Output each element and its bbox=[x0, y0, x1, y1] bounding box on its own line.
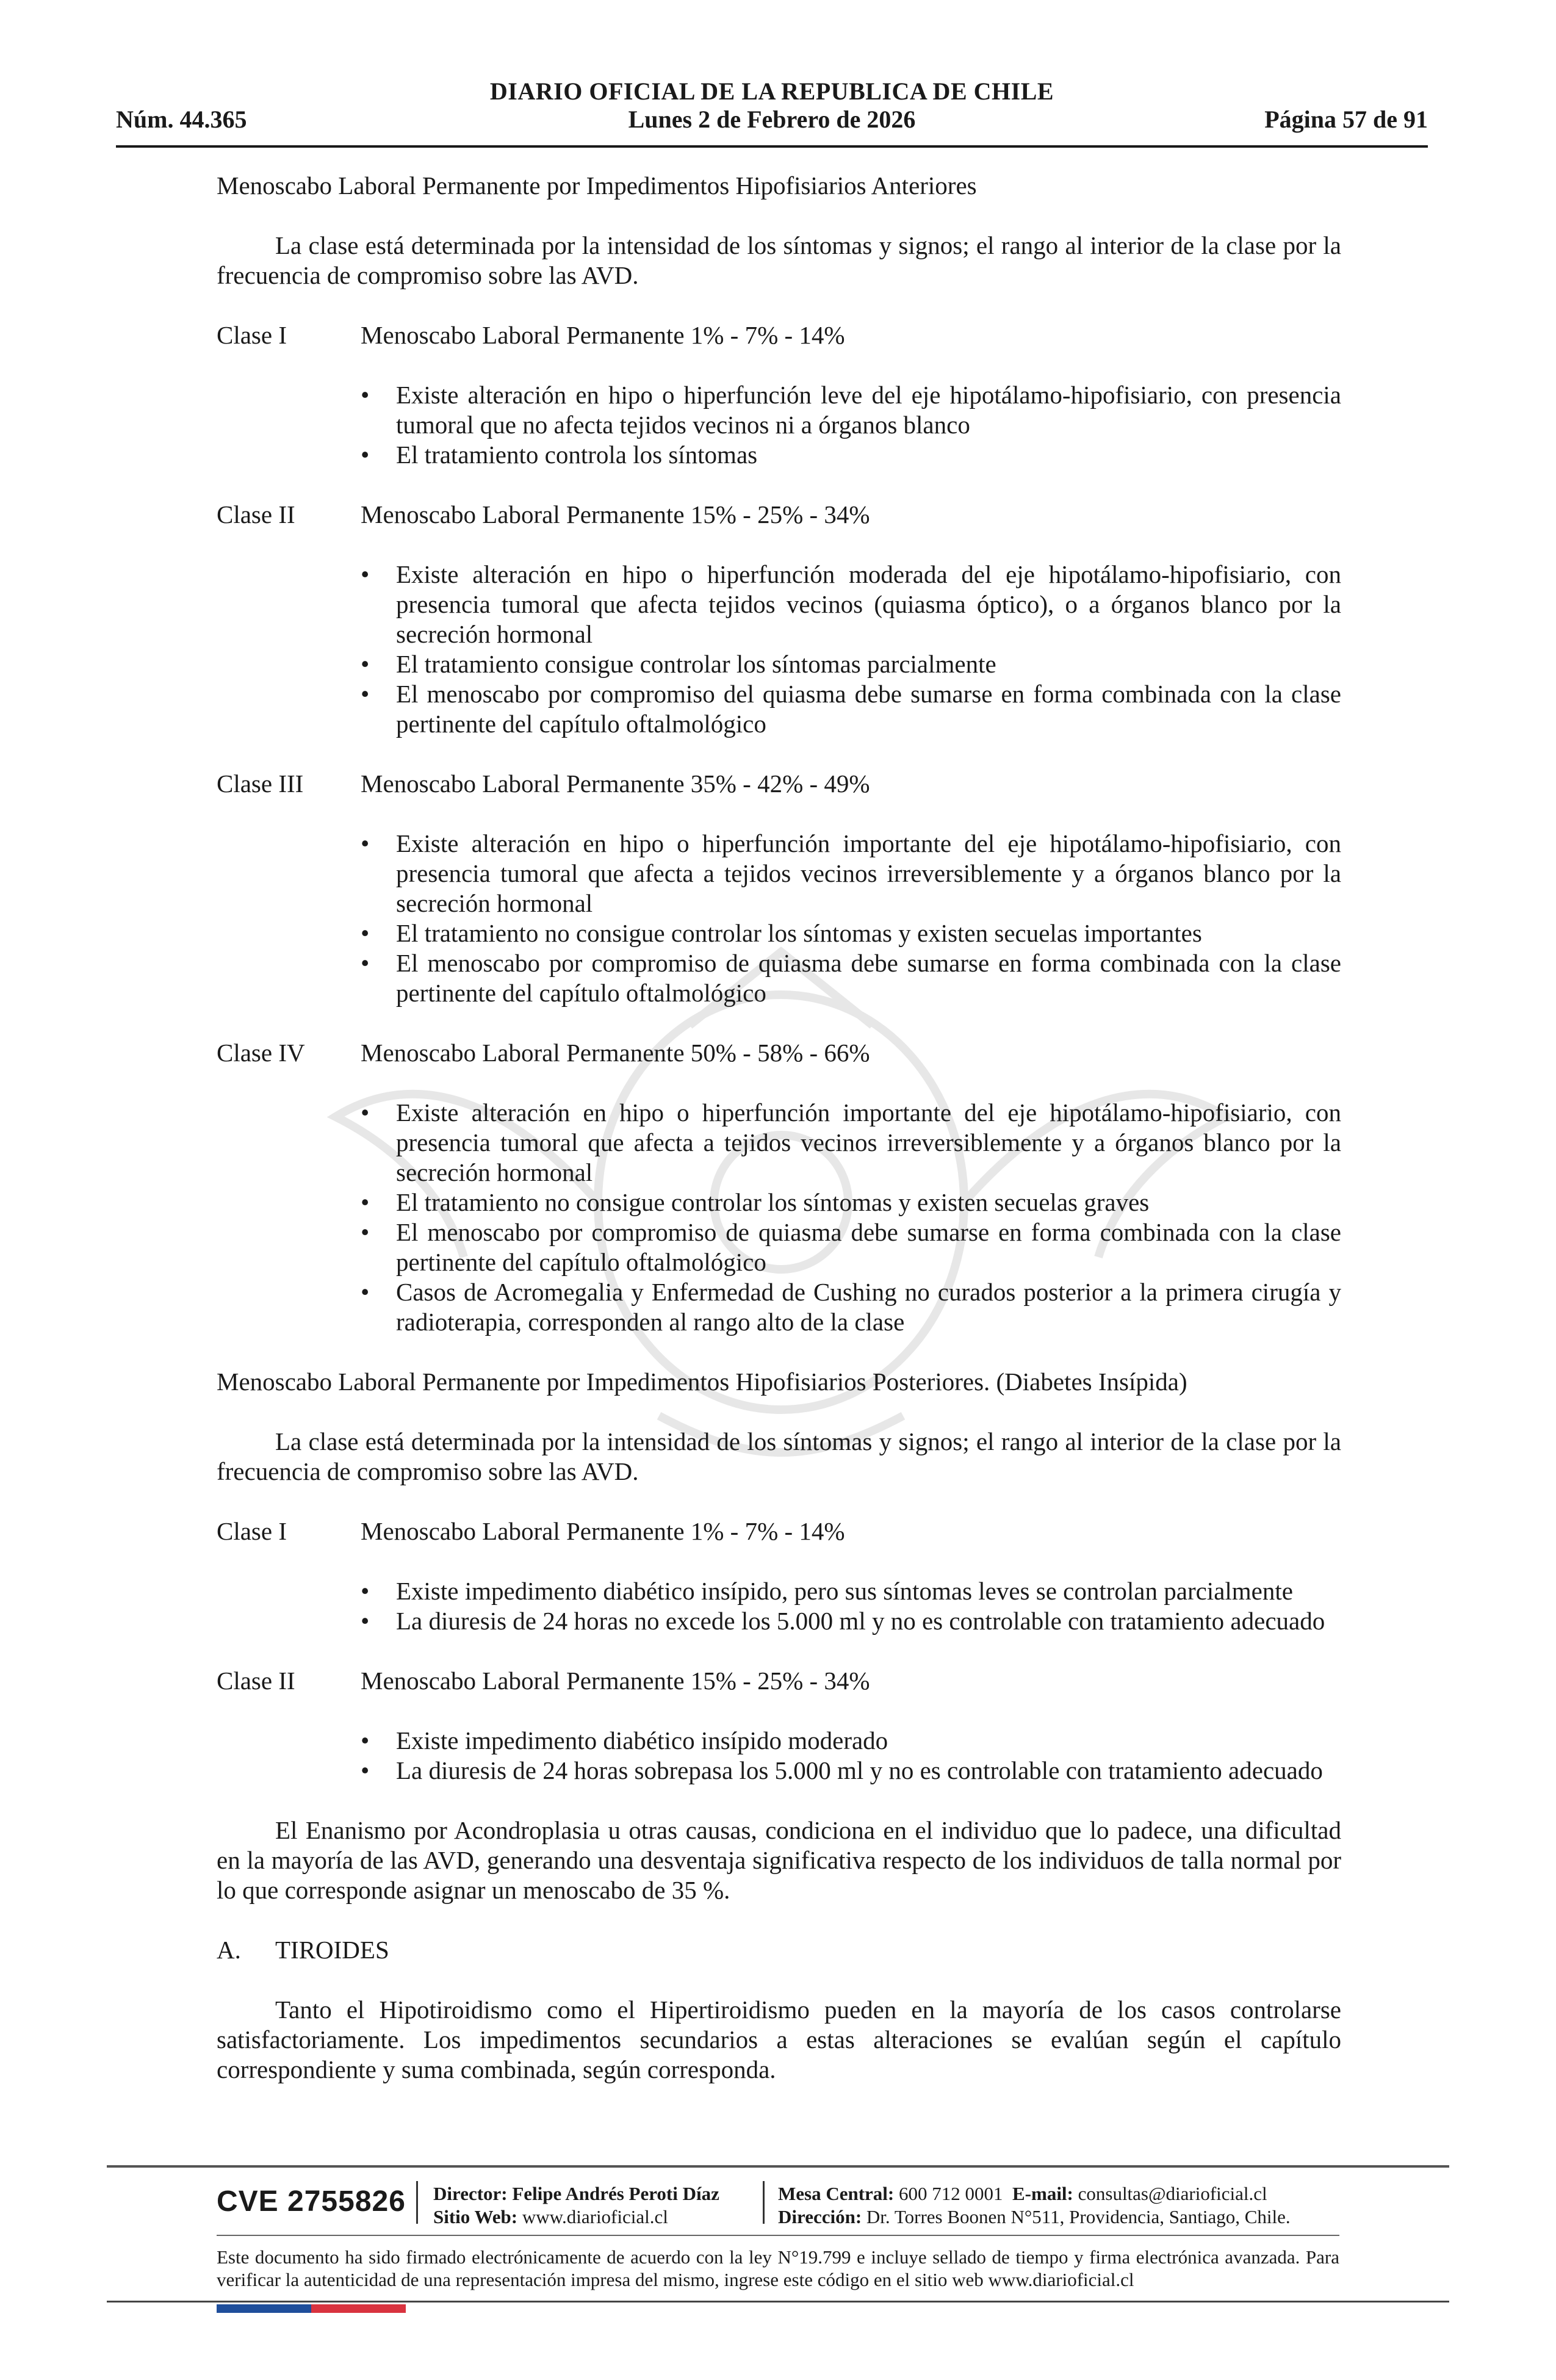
class-range: Menoscabo Laboral Permanente 15% - 25% - 34% bbox=[361, 500, 870, 528]
footer-divider-top bbox=[107, 2165, 1449, 2168]
criteria-list bbox=[361, 829, 1341, 1008]
class-range: Menoscabo Laboral Permanente 1% - 7% - 14% bbox=[361, 321, 845, 349]
criteria-list bbox=[361, 560, 1341, 739]
email-label: E-mail: bbox=[1012, 2183, 1073, 2204]
class-heading bbox=[217, 769, 1341, 799]
section-intro-anteriores: La clase está determinada por la intensidad de los síntomas y signos; el rango al interior de la clase por la frecuencia de compromiso sobre las AVD. bbox=[217, 231, 1341, 289]
criteria-item: • El tratamiento controla los síntomas bbox=[361, 440, 1341, 470]
section-title-anteriores: Menoscabo Laboral Permanente por Impedimentos Hipofisiarios Anteriores bbox=[217, 171, 977, 200]
class-range: Menoscabo Laboral Permanente 15% - 25% - 34% bbox=[361, 1667, 870, 1695]
document-body bbox=[217, 171, 1341, 2085]
phone-number: 600 712 0001 bbox=[899, 2183, 1003, 2204]
footer-divider-middle bbox=[217, 2235, 1339, 2236]
section-title-tiroides: TIROIDES bbox=[275, 1936, 389, 1964]
flag-stripe-red bbox=[311, 2304, 406, 2313]
criteria-item: • El menoscabo por compromiso del quiasma debe sumarse en forma combinada con la clase pertinente del capítulo oftalmológico bbox=[361, 679, 1341, 739]
class-label: Clase II bbox=[217, 500, 295, 528]
flag-stripe-blue bbox=[217, 2304, 311, 2313]
phone-label: Mesa Central: bbox=[778, 2183, 895, 2204]
class-label: Clase III bbox=[217, 770, 304, 798]
issue-number: Núm. 44.365 bbox=[116, 106, 247, 133]
section-heading-tiroides bbox=[217, 1935, 1341, 1965]
page-header bbox=[116, 72, 1428, 148]
class-heading bbox=[217, 320, 1341, 350]
email-link[interactable]: consultas@diarioficial.cl bbox=[1078, 2183, 1267, 2204]
class-range: Menoscabo Laboral Permanente 50% - 58% - 66% bbox=[361, 1039, 870, 1067]
class-heading bbox=[217, 500, 1341, 530]
criteria-item: • Existe impedimento diabético insípido moderado bbox=[361, 1726, 1341, 1756]
class-list-posteriores bbox=[217, 1516, 1341, 1816]
tiroides-paragraph: Tanto el Hipotiroidismo como el Hipertiroidismo pueden en la mayoría de los casos controlarse satisfactoriamente. Los impedimentos secundarios a estas alteraciones se evalúan según el capítulo correspondiente y suma combinada, según corresponda. bbox=[217, 1996, 1341, 2083]
class-heading bbox=[217, 1516, 1341, 1546]
criteria-item: • Existe impedimento diabético insípido, pero sus síntomas leves se controlan parcialmente bbox=[361, 1576, 1341, 1606]
criteria-list bbox=[361, 1726, 1341, 1786]
director-label: Director: bbox=[433, 2183, 508, 2204]
address-value: Dr. Torres Boonen N°511, Providencia, Santiago, Chile. bbox=[866, 2206, 1291, 2227]
criteria-item: • Existe alteración en hipo o hiperfunción importante del eje hipotálamo-hipofisiario, con presencia tumoral que afecta a tejidos vecinos irreversiblemente y a órganos blanco por la secreción hormonal bbox=[361, 829, 1341, 918]
footer-separator bbox=[763, 2181, 765, 2224]
director-name: Felipe Andrés Peroti Díaz bbox=[512, 2183, 719, 2204]
footer-separator bbox=[416, 2181, 418, 2224]
section-intro-posteriores: La clase está determinada por la intensidad de los síntomas y signos; el rango al interior de la clase por la frecuencia de compromiso sobre las AVD. bbox=[217, 1427, 1341, 1485]
footer-divider-bottom bbox=[107, 2301, 1449, 2302]
class-label: Clase I bbox=[217, 321, 287, 349]
class-heading bbox=[217, 1038, 1341, 1068]
publication-title: DIARIO OFICIAL DE LA REPUBLICA DE CHILE bbox=[489, 78, 1054, 105]
section-letter: A. bbox=[217, 1936, 241, 1964]
class-range: Menoscabo Laboral Permanente 35% - 42% - 49% bbox=[361, 770, 870, 798]
criteria-item: • Existe alteración en hipo o hiperfunción importante del eje hipotálamo-hipofisiario, con presencia tumoral que afecta a tejidos vecinos irreversiblemente y a órganos blanco por la secreción hormonal bbox=[361, 1098, 1341, 1188]
criteria-item: • La diuresis de 24 horas no excede los 5.000 ml y no es controlable con tratamiento adecuado bbox=[361, 1606, 1341, 1636]
criteria-list bbox=[361, 1098, 1341, 1337]
criteria-item: • El tratamiento no consigue controlar los síntomas y existen secuelas graves bbox=[361, 1188, 1341, 1217]
criteria-item: • El menoscabo por compromiso de quiasma debe sumarse en forma combinada con la clase pertinente del capítulo oftalmológico bbox=[361, 1217, 1341, 1277]
criteria-list bbox=[361, 1576, 1341, 1636]
class-list-anteriores bbox=[217, 320, 1341, 1367]
criteria-item: • El menoscabo por compromiso de quiasma debe sumarse en forma combinada con la clase pertinente del capítulo oftalmológico bbox=[361, 948, 1341, 1008]
criteria-list bbox=[361, 380, 1341, 470]
criteria-item: • Existe alteración en hipo o hiperfunción leve del eje hipotálamo-hipofisiario, con presencia tumoral que no afecta tejidos vecinos ni a órganos blanco bbox=[361, 380, 1341, 440]
enanismo-paragraph: El Enanismo por Acondroplasia u otras causas, condiciona en el individuo que lo padece, una dificultad en la mayoría de las AVD, generando una desventaja significativa respecto de los individuos de talla normal por lo que corresponde asignar un menoscabo de 35 %. bbox=[217, 1816, 1341, 1904]
class-label: Clase I bbox=[217, 1517, 287, 1545]
criteria-item: • El tratamiento consigue controlar los síntomas parcialmente bbox=[361, 649, 1341, 679]
class-label: Clase II bbox=[217, 1667, 295, 1695]
website-link[interactable]: www.diarioficial.cl bbox=[522, 2206, 668, 2227]
contact-info bbox=[778, 2182, 1291, 2229]
class-range: Menoscabo Laboral Permanente 1% - 7% - 14% bbox=[361, 1517, 845, 1545]
issue-date: Lunes 2 de Febrero de 2026 bbox=[628, 106, 916, 133]
criteria-item: • El tratamiento no consigue controlar los síntomas y existen secuelas importantes bbox=[361, 918, 1341, 948]
criteria-item: • Casos de Acromegalia y Enfermedad de Cushing no curados posterior a la primera cirugía y radioterapia, corresponden al rango alto de la clase bbox=[361, 1277, 1341, 1337]
class-heading bbox=[217, 1666, 1341, 1696]
class-label: Clase IV bbox=[217, 1039, 305, 1067]
director-info bbox=[433, 2182, 719, 2229]
address-label: Dirección: bbox=[778, 2206, 862, 2227]
electronic-signature-notice: Este documento ha sido firmado electrónicamente de acuerdo con la ley N°19.799 e incluye sellado de tiempo y firma electrónica avanzada. Para verificar la autenticidad de una representación impresa del mismo, ingrese este código en el sitio web www.diarioficial.cl bbox=[217, 2246, 1339, 2290]
criteria-item: • La diuresis de 24 horas sobrepasa los 5.000 ml y no es controlable con tratamiento adecuado bbox=[361, 1756, 1341, 1786]
section-title-posteriores: Menoscabo Laboral Permanente por Impedimentos Hipofisiarios Posteriores. (Diabetes Insípida) bbox=[217, 1368, 1187, 1396]
website-label: Sitio Web: bbox=[433, 2206, 518, 2227]
criteria-item: • Existe alteración en hipo o hiperfunción moderada del eje hipotálamo-hipofisiario, con presencia tumoral que afecta tejidos vecinos (quiasma óptico), o a órganos blanco por la secreción hormonal bbox=[361, 560, 1341, 649]
cve-code: CVE 2755826 bbox=[217, 2185, 406, 2218]
page-indicator: Página 57 de 91 bbox=[1264, 106, 1428, 133]
